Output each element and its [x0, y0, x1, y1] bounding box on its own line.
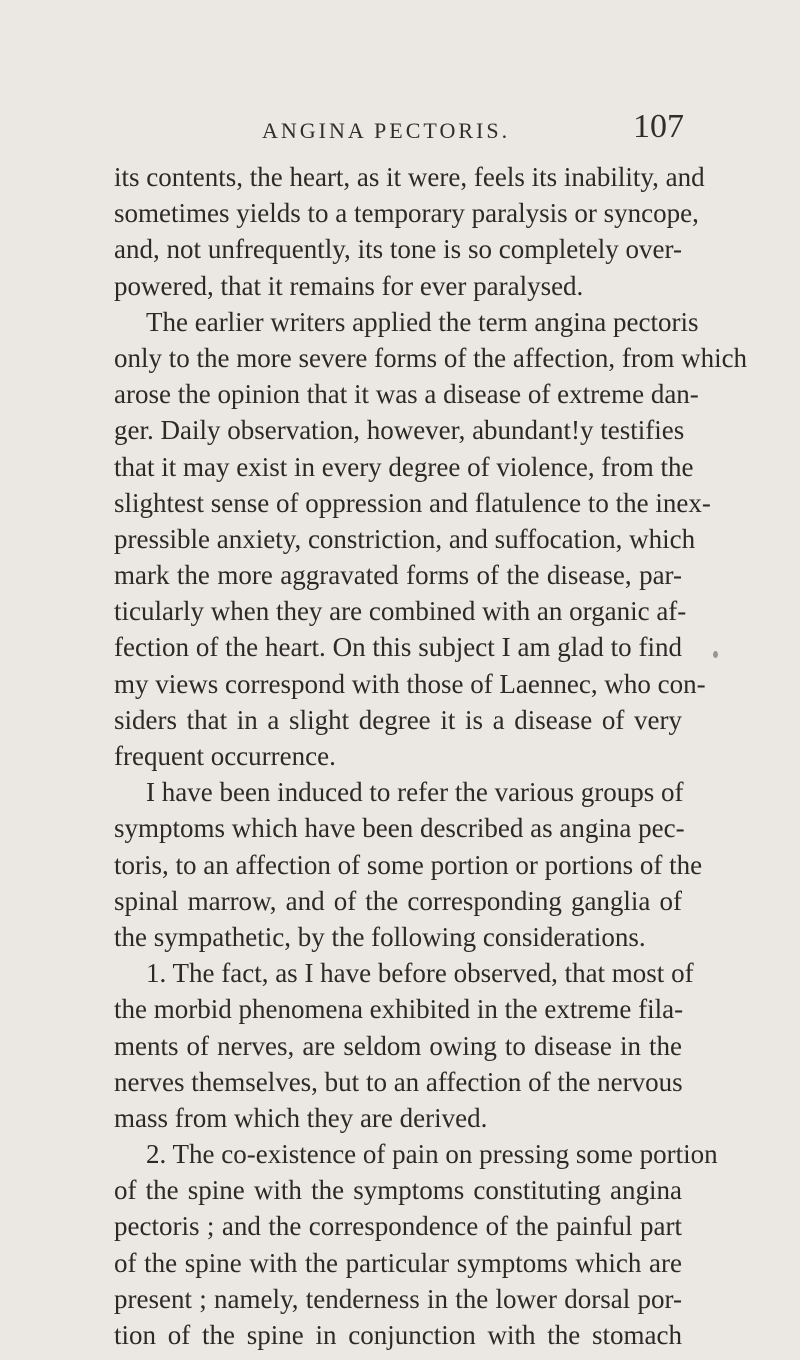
text-line: of the spine with the symptoms constituting angina: [114, 1175, 682, 1206]
text-line: ticularly when they are combined with an organic af-: [114, 596, 687, 627]
text-line: The earlier writers applied the term angina pectoris: [146, 306, 699, 337]
paper-speck: [713, 651, 718, 658]
text-line: 2. The co-existence of pain on pressing some portion: [146, 1139, 718, 1170]
text-line: of the spine with the particular symptoms which are: [114, 1247, 682, 1278]
text-line: my views correspond with those of Laennec, who con-: [114, 668, 706, 699]
text-line: symptoms which have been described as angina pec-: [114, 813, 685, 844]
text-line: only to the more severe forms of the affection, from which: [114, 342, 748, 373]
text-line: mark the more aggravated forms of the disease, par-: [114, 560, 682, 591]
text-line: spinal marrow, and of the corresponding ganglia of: [114, 885, 682, 916]
text-line: ments of nerves, are seldom owing to disease in the: [114, 1030, 682, 1061]
text-line: ger. Daily observation, however, abundant!y testifies: [114, 415, 685, 446]
text-line: slightest sense of oppression and flatulence to the inex-: [114, 487, 711, 518]
text-line: the morbid phenomena exhibited in the extreme fila-: [114, 994, 684, 1025]
running-head: [0, 108, 800, 152]
text-line: toris, to an affection of some portion or portions of the: [114, 849, 703, 880]
text-line: present ; namely, tenderness in the lower dorsal por-: [114, 1283, 682, 1314]
text-line: pectoris ; and the correspondence of the painful part: [114, 1211, 682, 1242]
text-line: fection of the heart. On this subject I am glad to find: [114, 632, 682, 663]
text-line: mass from which they are derived.: [114, 1102, 488, 1133]
text-line: the sympathetic, by the following considerations.: [114, 921, 646, 952]
text-line: powered, that it remains for ever paralysed.: [114, 270, 584, 301]
running-head-title: ANGINA PECTORIS.: [262, 118, 511, 143]
page-number: 107: [633, 108, 684, 145]
text-line: arose the opinion that it was a disease of extreme dan-: [114, 379, 699, 410]
text-line: I have been induced to refer the various groups of: [146, 777, 684, 808]
text-line: that it may exist in every degree of violence, from the: [114, 451, 694, 482]
text-line: siders that in a slight degree it is a disease of very: [114, 704, 682, 735]
text-line: tion of the spine in conjunction with the stomach: [114, 1320, 682, 1350]
text-line: sometimes yields to a temporary paralysis or syncope,: [114, 198, 699, 229]
text-line: nerves themselves, but to an affection of the nervous: [114, 1066, 683, 1097]
body-text: [114, 159, 748, 1353]
text-line: 1. The fact, as I have before observed, that most of: [146, 958, 694, 989]
text-line: frequent occurrence.: [114, 741, 336, 771]
text-line: pressible anxiety, constriction, and suffocation, which: [114, 523, 696, 554]
text-line: its contents, the heart, as it were, feels its inability, and: [114, 162, 705, 192]
text-line: and, not unfrequently, its tone is so completely over-: [114, 234, 682, 265]
